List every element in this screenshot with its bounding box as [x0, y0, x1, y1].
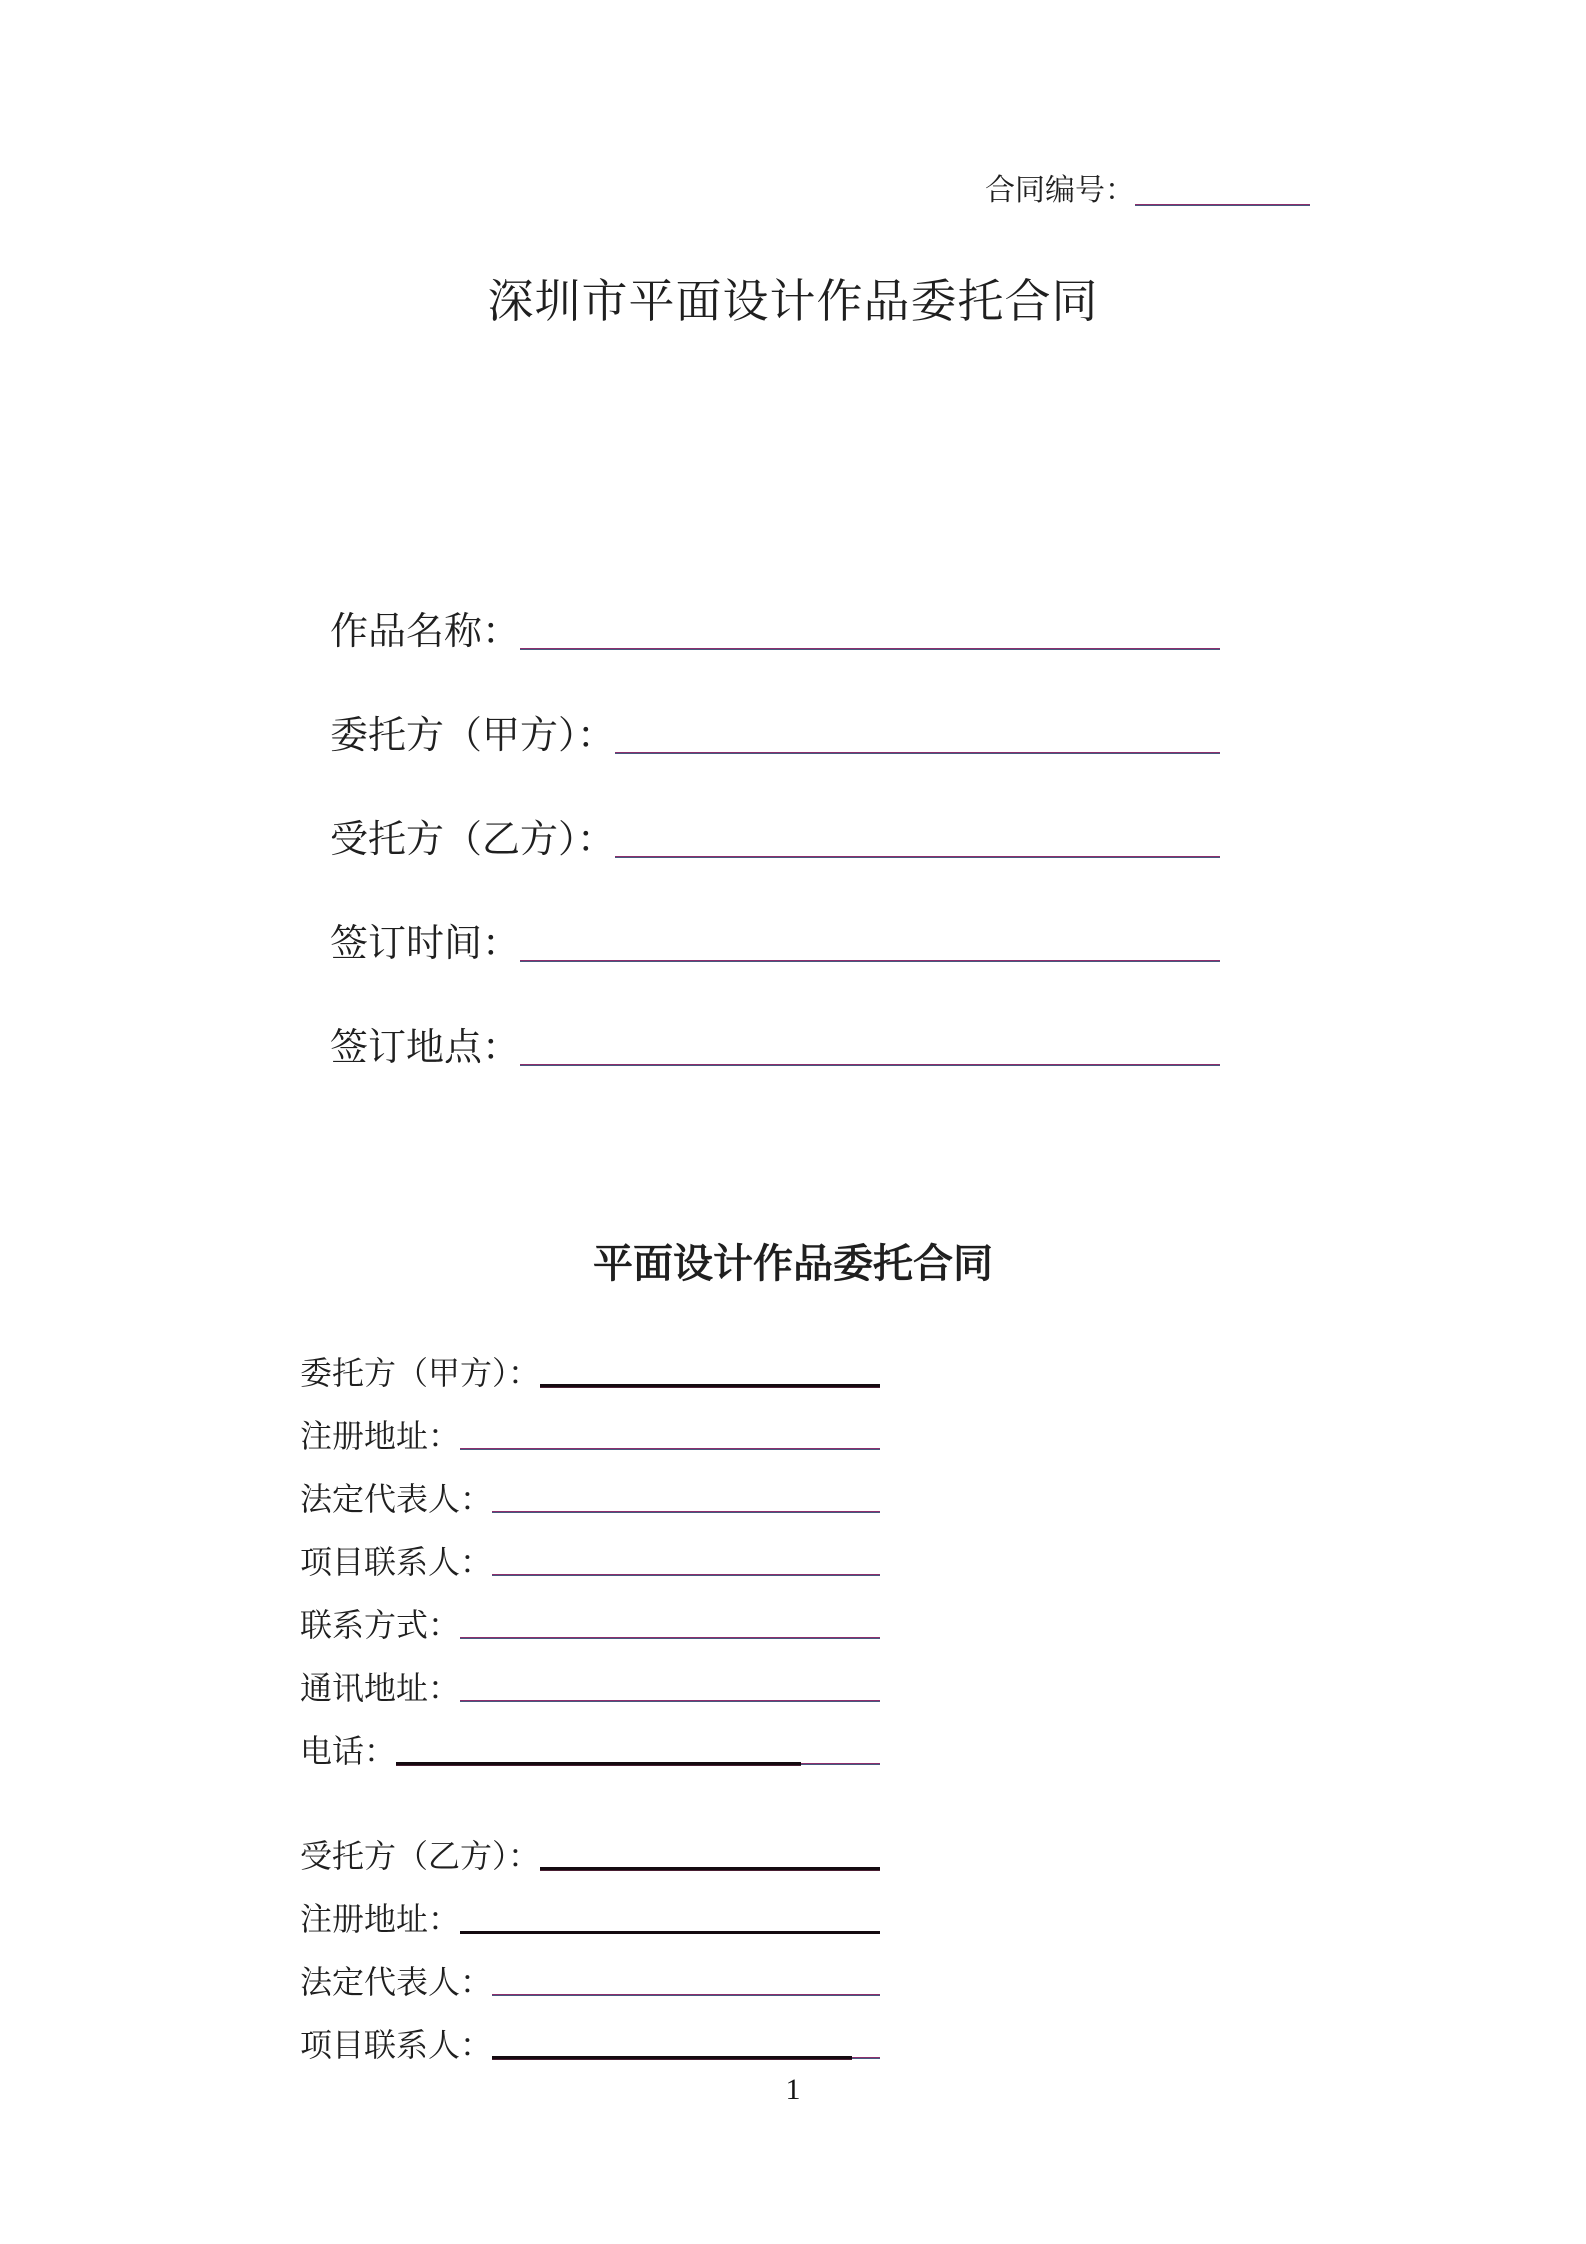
party-a-label: 委托方（甲方）：: [330, 715, 616, 758]
party-a-mail-address-label: 通讯地址：: [300, 1670, 461, 1706]
contract-number-blank[interactable]: [1135, 204, 1310, 206]
contract-number-row: [985, 170, 1310, 212]
sign-date-blank[interactable]: [520, 960, 1220, 962]
party-a-project-contact-label: 项目联系人：: [300, 1544, 493, 1580]
cover-field-row-work-name: [330, 552, 1220, 656]
party-b-legal-rep-label: 法定代表人：: [300, 1964, 493, 2000]
work-name-label: 作品名称：: [330, 611, 521, 654]
party-a-mail-address-blank[interactable]: [460, 1700, 880, 1702]
cover-fields: [330, 552, 1220, 1072]
party-b-legal-rep-row: [300, 1939, 880, 2002]
party-a-phone-blank-tail[interactable]: [801, 1763, 880, 1765]
party-a-legal-rep-row: [300, 1456, 880, 1519]
party-a-phone-row: [300, 1708, 880, 1771]
cover-title: 深圳市平面设计作品委托合同: [487, 275, 1099, 327]
party-a-contact-method-row: [300, 1582, 880, 1645]
party-a-project-contact-blank[interactable]: [492, 1574, 880, 1576]
body-title: 平面设计作品委托合同: [593, 1242, 993, 1286]
party-b-legal-rep-blank[interactable]: [492, 1994, 880, 1996]
party-b-project-contact-blank[interactable]: [492, 2056, 852, 2060]
party-b-label: 受托方（乙方）：: [330, 819, 616, 862]
page-number: 1: [785, 2073, 801, 2106]
work-name-blank[interactable]: [520, 648, 1220, 650]
party-a-name-row: [300, 1330, 880, 1393]
party-a-reg-address-blank[interactable]: [460, 1448, 880, 1450]
party-a-legal-rep-label: 法定代表人：: [300, 1481, 493, 1517]
party-b-project-contact-label: 项目联系人：: [300, 2027, 493, 2063]
party-a-name-blank[interactable]: [540, 1384, 880, 1388]
contract-number-label: 合同编号：: [985, 174, 1135, 207]
party-a-reg-address-label: 注册地址：: [300, 1418, 461, 1454]
party-a-contact-method-blank[interactable]: [460, 1637, 880, 1639]
party-a-name-label: 委托方（甲方）：: [300, 1355, 541, 1391]
cover-field-row-sign-date: [330, 864, 1220, 968]
sign-place-label: 签订地点：: [330, 1027, 521, 1070]
sign-place-blank[interactable]: [520, 1064, 1220, 1066]
party-b-reg-address-label: 注册地址：: [300, 1901, 461, 1937]
party-a-legal-rep-blank[interactable]: [492, 1511, 880, 1513]
party-b-project-contact-blank-tail[interactable]: [852, 2057, 880, 2059]
party-b-project-contact-row: [300, 2002, 880, 2065]
party-b-info-block: [300, 1813, 880, 2065]
party-a-phone-blank[interactable]: [396, 1762, 801, 1766]
party-a-reg-address-row: [300, 1393, 880, 1456]
cover-field-row-party-a: [330, 656, 1220, 760]
sign-date-label: 签订时间：: [330, 923, 521, 966]
party-b-name-label: 受托方（乙方）：: [300, 1838, 541, 1874]
cover-field-row-party-b: [330, 760, 1220, 864]
party-b-blank[interactable]: [615, 856, 1220, 858]
party-b-name-row: [300, 1813, 880, 1876]
party-b-name-blank[interactable]: [540, 1867, 880, 1871]
cover-field-row-sign-place: [330, 968, 1220, 1072]
party-a-phone-label: 电话：: [300, 1733, 397, 1769]
party-a-mail-address-row: [300, 1645, 880, 1708]
party-a-contact-method-label: 联系方式：: [300, 1607, 461, 1643]
party-a-info-block: [300, 1330, 880, 1771]
party-b-reg-address-row: [300, 1876, 880, 1939]
party-a-project-contact-row: [300, 1519, 880, 1582]
party-a-blank[interactable]: [615, 752, 1220, 754]
party-b-reg-address-blank[interactable]: [460, 1931, 880, 1934]
